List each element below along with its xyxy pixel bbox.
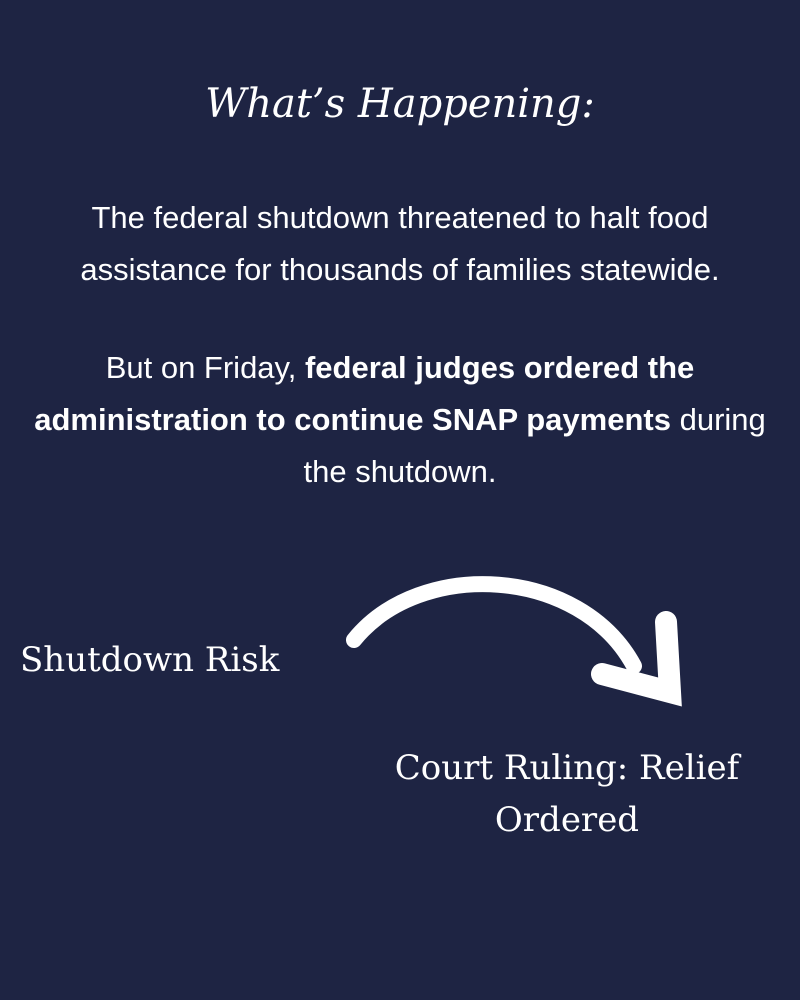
ruling-paragraph — [20, 342, 780, 498]
curved-arrow-icon — [340, 570, 700, 710]
shutdown-risk-label: Shutdown Risk — [20, 640, 280, 680]
intro-paragraph: The federal shutdown threatened to halt food assistance for thousands of families statewide. — [80, 200, 720, 287]
ruling-text-lead: But on Friday, — [105, 350, 305, 385]
section-heading: What’s Happening: — [205, 81, 595, 127]
ruling-text-tail: during the shutdown. — [303, 402, 766, 489]
court-ruling-label: Court Ruling: Relief Ordered — [394, 748, 740, 840]
ruling-text-emphasis: federal judges ordered the administration to continue SNAP payments — [34, 350, 695, 437]
